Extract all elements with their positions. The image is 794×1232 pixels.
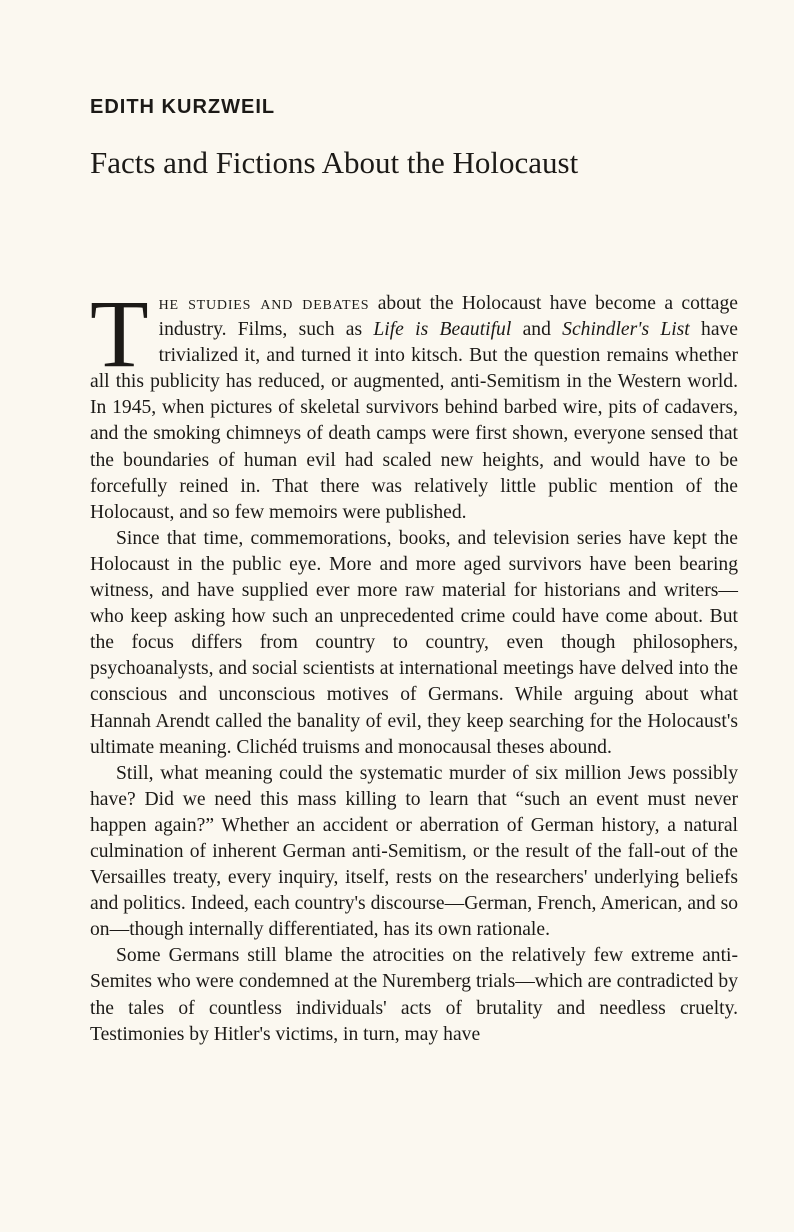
article-body — [90, 280, 739, 1048]
film-title-life-is-beautiful: Life is Beautiful — [373, 319, 512, 341]
author-name: EDITH KURZWEIL — [90, 96, 276, 118]
drop-cap: T — [90, 280, 149, 387]
paragraph-1-text-a: about the Holocaust have become a cottage industry. Films, such as — [158, 293, 738, 341]
paragraph-3: Still, what meaning could the systematic murder of six million Jews possibly have? Did we need this mass killing to learn that “such an event must never happen again?” Whether an accident or aberration of German history, a natural culmination of inherent German anti-Semitism, or the result of the fall-out of the Versailles treaty, every inquiry, itself, rests on the researchers' underlying beliefs and politics. Indeed, each country's discourse—German, French, American, and so on—though internally differentiated, has its own rationale. — [90, 762, 738, 941]
paragraph-1-text-b: and — [511, 319, 563, 341]
paragraph-2: Since that time, commemorations, books, and television series have kept the Holocaust in the public eye. More and more aged survivors have been bearing witness, and have supplied ever more raw material for historians and writers—who keep asking how such an unprecedented crime could have come about. But the focus differs from country to country, even though philosophers, psychoanalysts, and social scientists at international meetings have delved into the conscious and unconscious motives of Germans. While arguing about what Hannah Arendt called the banality of evil, they keep searching for the Holocaust's ultimate meaning. Clichéd truisms and monocausal theses abound. — [90, 527, 738, 758]
article-title: Facts and Fictions About the Holocaust — [90, 145, 579, 180]
paragraph-1-text-c: have trivialized it, and turned it into kitsch. But the question remains whether all this publicity has reduced, or augmented, anti-Semitism in the Western world. In 1945, when pictures of skeletal survivors behind barbed wire, pits of cadavers, and the smoking chimneys of death camps were first shown, everyone sensed that the boundaries of human evil had scaled new heights, and would have to be forcefully reined in. That there was relatively little public mention of the Holocaust, and so few memoirs were published. — [90, 319, 739, 523]
opening-smallcaps: he studies and debates — [158, 293, 370, 314]
film-title-schindlers-list: Schindler's List — [562, 319, 690, 341]
paragraph-4: Some Germans still blame the atrocities on the relatively few extreme anti-Semites who were condemned at the Nuremberg trials—which are contradicted by the tales of countless individuals' acts of brutality and needless cruelty. Testimonies by Hitler's victims, in turn, may have — [90, 945, 738, 1045]
paragraph-1 — [90, 280, 739, 526]
